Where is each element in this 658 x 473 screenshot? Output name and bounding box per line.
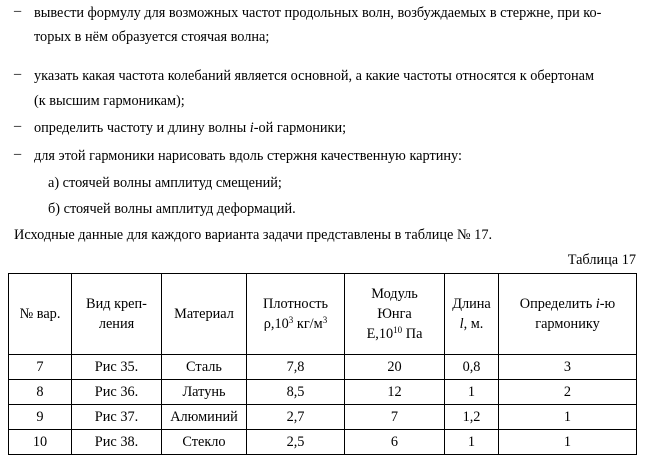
header-variant: № вар. — [9, 274, 72, 355]
cell-modulus: 7 — [345, 405, 445, 430]
intro-text: Исходные данные для каждого варианта задачи представлены в таблице № 17. — [14, 227, 493, 243]
bullet-dash: – — [14, 3, 22, 19]
cell-density: 8,5 — [247, 380, 345, 405]
cell-harmonic: 3 — [499, 355, 637, 380]
bullet-dash: – — [14, 118, 22, 134]
cell-material: Алюминий — [162, 405, 247, 430]
cell-harmonic: 2 — [499, 380, 637, 405]
data-table — [8, 273, 637, 455]
table-row — [9, 405, 637, 430]
cell-variant: 10 — [9, 430, 72, 455]
cell-density: 2,7 — [247, 405, 345, 430]
cell-material: Стекло — [162, 430, 247, 455]
cell-density: 2,5 — [247, 430, 345, 455]
cell-mount: Рис 35. — [72, 355, 162, 380]
cell-length: 1,2 — [445, 405, 499, 430]
bullet-4-line: для этой гармоники нарисовать вдоль стержня качественную картину: — [34, 148, 462, 164]
cell-variant: 8 — [9, 380, 72, 405]
sub-item-a: а) стоячей волны амплитуд смещений; — [48, 175, 282, 191]
cell-length: 0,8 — [445, 355, 499, 380]
table-row — [9, 380, 637, 405]
cell-modulus: 12 — [345, 380, 445, 405]
header-material: Материал — [162, 274, 247, 355]
cell-variant: 7 — [9, 355, 72, 380]
table-header-row — [9, 274, 637, 355]
cell-mount: Рис 38. — [72, 430, 162, 455]
header-density: Плотность $\rho,10^3$ $кг/м^3$ — [247, 274, 345, 355]
cell-modulus: 6 — [345, 430, 445, 455]
bullet-1-line-2: торых в нём образуется стоячая волна; — [34, 29, 270, 45]
cell-material: Латунь — [162, 380, 247, 405]
bullet-2-line-1: указать какая частота колебаний является основной, а какие частоты относятся к обертонам — [34, 68, 595, 84]
cell-modulus: 20 — [345, 355, 445, 380]
table-caption: Таблица 17 — [567, 252, 636, 268]
header-length: Длина l, м. — [445, 274, 499, 355]
header-harmonic: Определить i-ю гармонику — [499, 274, 637, 355]
cell-length: 1 — [445, 430, 499, 455]
bullet-1-line-1: вывести формулу для возможных частот продольных волн, возбуждаемых в стержне, при ко- — [34, 5, 602, 21]
sub-item-b: б) стоячей волны амплитуд деформаций. — [48, 201, 296, 217]
table-row — [9, 355, 637, 380]
bullet-2-line-2: (к высшим гармоникам); — [34, 93, 185, 109]
header-mount: Вид креп- ления — [72, 274, 162, 355]
cell-harmonic: 1 — [499, 405, 637, 430]
cell-harmonic: 1 — [499, 430, 637, 455]
bullet-dash: – — [14, 146, 22, 162]
table-row — [9, 430, 637, 455]
bullet-dash: – — [14, 66, 22, 82]
cell-mount: Рис 36. — [72, 380, 162, 405]
header-modulus: Модуль Юнга $Е,10^{10}$ Па — [345, 274, 445, 355]
cell-variant: 9 — [9, 405, 72, 430]
cell-density: 7,8 — [247, 355, 345, 380]
cell-length: 1 — [445, 380, 499, 405]
cell-mount: Рис 37. — [72, 405, 162, 430]
bullet-3-line: определить частоту и длину волны i-ой гармоники; — [34, 120, 347, 136]
cell-material: Сталь — [162, 355, 247, 380]
